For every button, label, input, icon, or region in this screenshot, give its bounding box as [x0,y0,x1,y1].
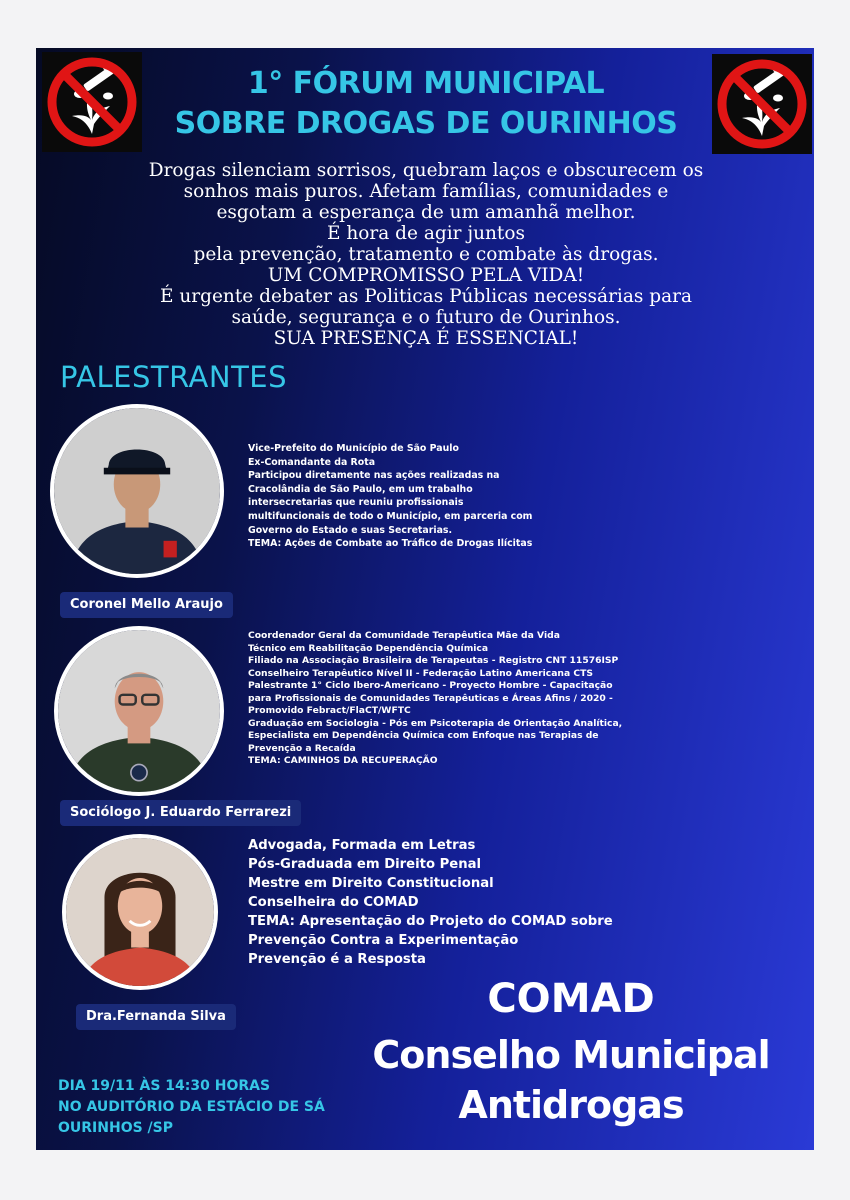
bio-line: TEMA: Apresentação do Projeto do COMAD sobre [248,914,613,929]
bio-line: Prevenção Contra a Experimentação [248,933,519,948]
event-venue: NO AUDITÓRIO DA ESTÁCIO DE SÁ [58,1099,325,1115]
intro-line: pela prevenção, tratamento e combate às drogas. [193,244,659,265]
bio-line: Técnico em Reabilitação Dependência Química [248,642,489,654]
organizer-name-line1: Conselho Municipal [372,1033,770,1077]
speaker-bio [248,442,532,551]
bio-line: Ex-Comandante da Rota [248,456,376,468]
bio-line: Mestre em Direito Constitucional [248,876,494,891]
intro-line: Drogas silenciam sorrisos, quebram laços e obscurecem os [148,160,704,181]
bio-line: Conselheira do COMAD [248,895,419,910]
bio-line: Filiado na Associação Brasileira de Terapeutas - Registro CNT 11576ISP [248,655,619,666]
forum-title-line2: SOBRE DROGAS DE OURINHOS [174,106,678,141]
speaker-name-badge: Sociólogo J. Eduardo Ferrarezi [60,800,301,826]
speakers-heading: PALESTRANTES [60,360,288,394]
speaker-bio [248,630,622,768]
speaker-name-badge: Dra.Fernanda Silva [76,1004,236,1030]
bio-line: TEMA: Ações de Combate ao Tráfico de Drogas Ilícitas [248,538,533,550]
intro-line: sonhos mais puros. Afetam famílias, comunidades e [183,181,669,202]
intro-line: É urgente debater as Politicas Públicas necessárias para [160,286,692,307]
bio-line: Promovido Febract/FlaCT/WFTC [248,705,411,716]
speaker-bio [248,836,613,969]
speaker-photo-fernanda-silva [62,834,218,990]
bio-line: Advogada, Formada em Letras [248,838,476,853]
intro-line: UM COMPROMISSO PELA VIDA! [267,265,585,286]
bio-line: Pós-Graduada em Direito Penal [248,857,482,872]
bio-line: Palestrante 1° Ciclo Ibero-Americano - Proyecto Hombre - Capacitação [248,680,613,691]
bio-line: Especialista em Dependência Química com Enfoque nas Terapias de [248,730,599,741]
event-details [58,1076,325,1139]
speaker-photo-mello-araujo [50,404,224,578]
bio-line: Governo do Estado e suas Secretarias. [248,524,453,536]
intro-line: SUA PRESENÇA É ESSENCIAL! [273,328,579,349]
forum-title-line1: 1° FÓRUM MUNICIPAL [247,66,605,101]
bio-line: Cracolândia de São Paulo, em um trabalho [248,483,473,495]
bio-line: Prevenção a Recaída [248,742,356,754]
event-poster [36,48,814,1150]
speaker-photo-eduardo-ferrarezi [54,626,224,796]
bio-line: para Profissionais de Comunidades Terapêuticas e Áreas Afins / 2020 - [248,692,613,704]
organizer-acronym: COMAD [487,976,655,1022]
speaker-name-badge: Coronel Mello Araujo [60,592,233,618]
bio-line: Vice-Prefeito do Município de São Paulo [248,443,459,454]
bio-line: Coordenador Geral da Comunidade Terapêutica Mãe da Vida [248,630,560,641]
no-drugs-icon [712,54,812,154]
event-city: OURINHOS /SP [58,1120,174,1136]
bio-line: intersecretarias que reuniu profissionais [248,497,464,509]
bio-line: TEMA: CAMINHOS DA RECUPERAÇÃO [248,755,438,766]
bio-line: multifuncionais de todo o Município, em parceria com [248,510,533,522]
no-drugs-icon [42,52,142,152]
event-date: DIA 19/11 ÀS 14:30 HORAS [58,1078,271,1094]
bio-line: Participou diretamente nas ações realizadas na [248,470,500,482]
bio-line: Graduação em Sociologia - Pós em Psicoterapia de Orientação Analítica, [248,717,623,729]
organizer-name-line2: Antidrogas [458,1083,684,1127]
intro-line: esgotam a esperança de um amanhã melhor. [216,202,636,223]
intro-line: saúde, segurança e o futuro de Ourinhos. [231,307,621,328]
intro-text [76,160,776,349]
intro-line: É hora de agir juntos [326,223,525,244]
bio-line: Prevenção é a Resposta [248,952,426,967]
bio-line: Conselheiro Terapêutico Nível II - Federação Latino Americana CTS [248,667,593,679]
